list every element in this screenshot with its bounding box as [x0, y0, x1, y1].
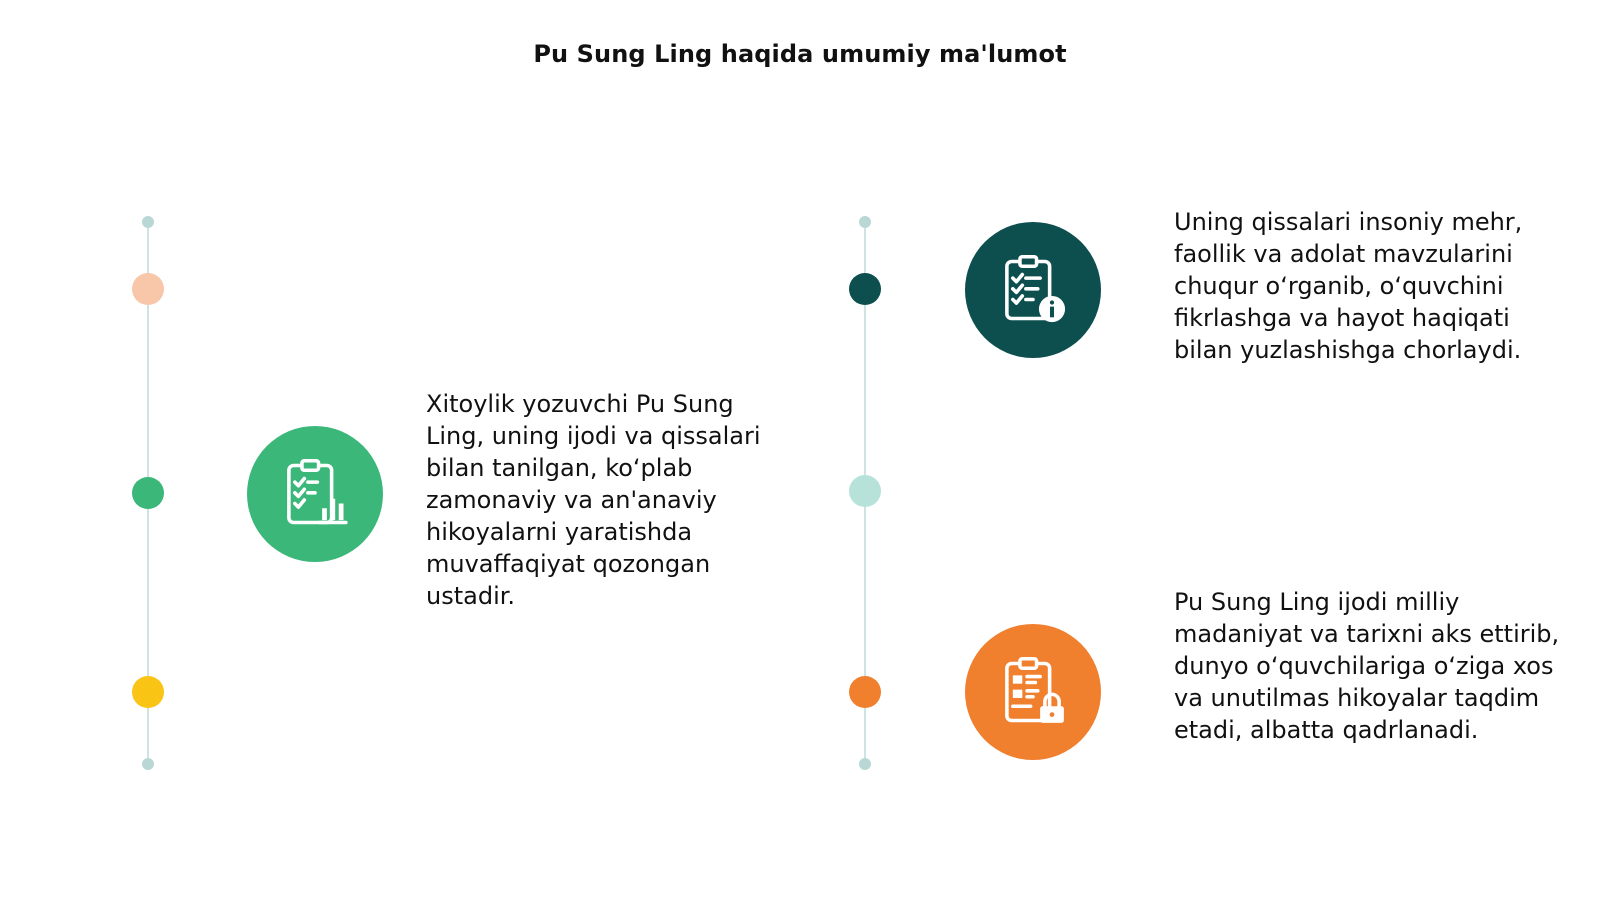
- left-timeline-bottom-cap: [142, 758, 154, 770]
- icon-circle-orange: [965, 624, 1101, 760]
- icon-circle-green: [247, 426, 383, 562]
- left-timeline-dot-yellow: [132, 676, 164, 708]
- right-timeline-dot-teal: [849, 273, 881, 305]
- left-timeline-dot-green: [132, 477, 164, 509]
- right-timeline-dot-orange: [849, 676, 881, 708]
- clipboard-info-icon: [995, 252, 1071, 328]
- right-timeline-bottom-cap: [859, 758, 871, 770]
- left-timeline-top-cap: [142, 216, 154, 228]
- clipboard-chart-icon: [277, 456, 353, 532]
- right-timeline-top-cap: [859, 216, 871, 228]
- clipboard-lock-icon: [995, 654, 1071, 730]
- page-title: Pu Sung Ling haqida umumiy ma'lumot: [533, 40, 1067, 68]
- icon-circle-teal: [965, 222, 1101, 358]
- info-text-3: Pu Sung Ling ijodi milliy madaniyat va tarixni aks ettirib, dunyo o‘quvchilariga o‘ziga xos va unutilmas hikoyalar taqdim etadi, albatta qadrlanadi.: [1174, 588, 1560, 744]
- left-timeline-dot-peach: [132, 273, 164, 305]
- info-text-2: Uning qissalari insoniy mehr, faollik va adolat mavzularini chuqur o‘rganib, o‘quvchini fikrlashga va hayot haqiqati bilan yuzlashishga chorlaydi.: [1174, 208, 1523, 364]
- info-text-1: Xitoylik yozuvchi Pu Sung Ling, uning ijodi va qissalari bilan tanilgan, ko‘plab zamonaviy va an'anaviy hikoyalarni yaratishda muvaffaqiyat qozongan ustadir.: [426, 390, 761, 610]
- right-timeline-dot-mint: [849, 475, 881, 507]
